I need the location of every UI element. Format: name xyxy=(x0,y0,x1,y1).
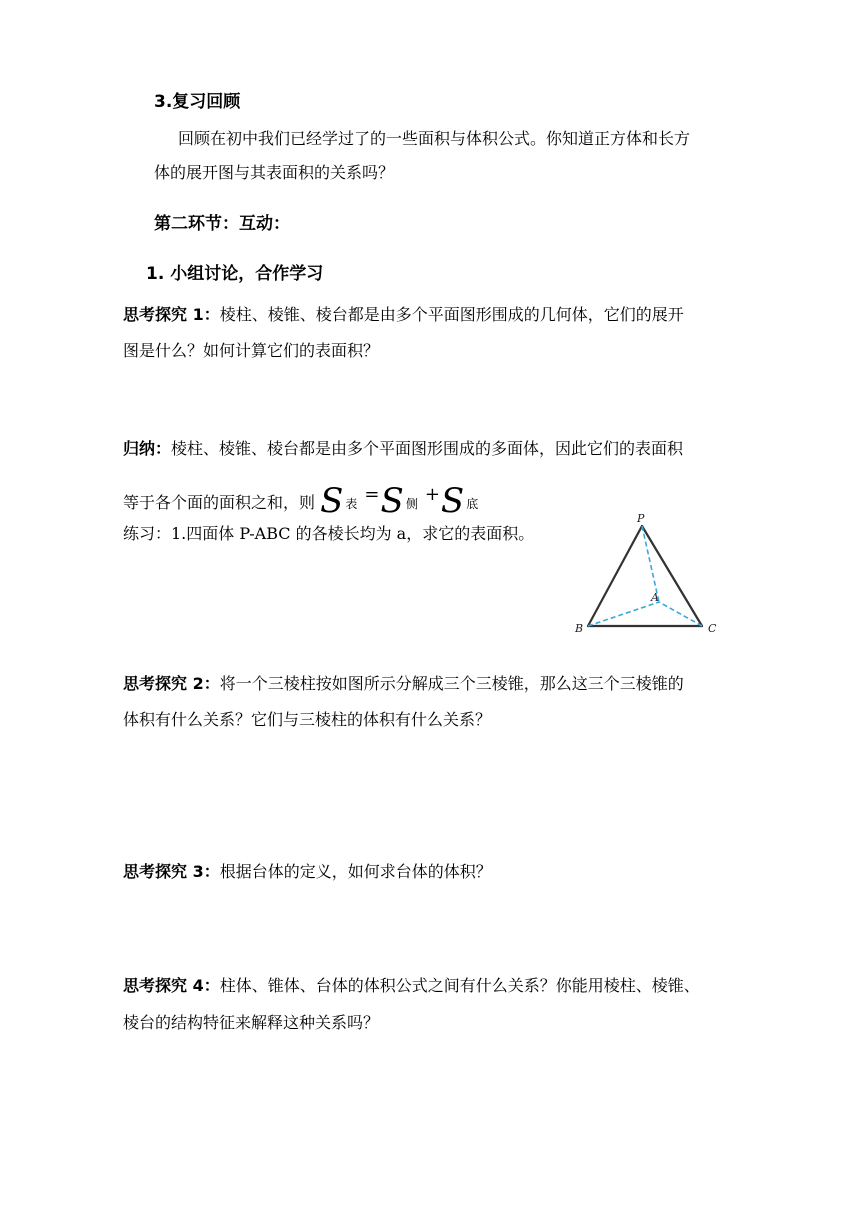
explore1-line1 xyxy=(123,305,684,325)
vertex-label-c: C xyxy=(708,622,717,635)
formula-equals: = xyxy=(364,484,380,505)
formula-sub-base: 底 xyxy=(466,497,479,511)
review-text-line1: 回顾在初中我们已经学过了的一些面积与体积公式。你知道正方体和长方 xyxy=(178,129,691,148)
tetrahedron-figure xyxy=(570,510,730,642)
formula-plus: + xyxy=(424,484,440,505)
review-text-line2: 体的展开图与其表面积的关系吗？ xyxy=(154,163,395,182)
explore4-text: 柱体、锥体、台体的体积公式之间有什么关系？你能用棱柱、棱锥、 xyxy=(219,976,700,995)
explore3-text: 根据台体的定义，如何求台体的体积？ xyxy=(219,862,492,881)
summary-text: 棱柱、棱锥、棱台都是由多个平面图形围成的多面体，因此它们的表面积 xyxy=(171,439,684,458)
summary-line2 xyxy=(123,478,484,521)
vertex-label-a: A xyxy=(651,591,659,604)
surface-area-formula xyxy=(320,481,484,521)
explore4-label: 思考探究 4： xyxy=(123,976,220,995)
explore3-line1 xyxy=(123,862,492,882)
exercise-text: 练习：1.四面体 P-ABC 的各棱长均为 a，求它的表面积。 xyxy=(123,524,535,543)
explore3-label: 思考探究 3： xyxy=(123,862,220,881)
summary-line1 xyxy=(123,439,683,459)
formula-s-lateral: S xyxy=(380,481,404,521)
review-heading: 3.复习回顾 xyxy=(154,92,241,112)
formula-sub-lateral: 侧 xyxy=(405,497,418,511)
edge-pc xyxy=(642,526,702,626)
explore2-line1 xyxy=(123,674,684,694)
explore2-label: 思考探究 2： xyxy=(123,674,220,693)
vertex-label-p: P xyxy=(637,512,645,525)
group-study-heading: 1. 小组讨论，合作学习 xyxy=(146,264,324,284)
explore1-line2: 图是什么？如何计算它们的表面积？ xyxy=(123,341,380,360)
summary-line2-prefix: 等于各个面的面积之和，则 xyxy=(123,493,316,512)
vertex-label-b: B xyxy=(575,622,584,635)
explore1-text: 棱柱、棱锥、棱台都是由多个平面图形围成的几何体，它们的展开 xyxy=(219,305,684,324)
formula-sub-total: 表 xyxy=(345,497,358,511)
explore2-line2: 体积有什么关系？它们与三棱柱的体积有什么关系？ xyxy=(123,710,492,729)
formula-s-total: S xyxy=(320,481,344,521)
explore4-line2: 棱台的结构特征来解释这种关系吗？ xyxy=(123,1013,380,1032)
summary-label: 归纳： xyxy=(123,439,172,458)
explore2-text: 将一个三棱柱按如图所示分解成三个三棱锥，那么这三个三棱锥的 xyxy=(219,674,684,693)
formula-s-base: S xyxy=(440,481,465,521)
stage2-heading: 第二环节：互动： xyxy=(154,214,290,234)
explore1-label: 思考探究 1： xyxy=(123,305,220,324)
explore4-line1 xyxy=(123,976,700,996)
